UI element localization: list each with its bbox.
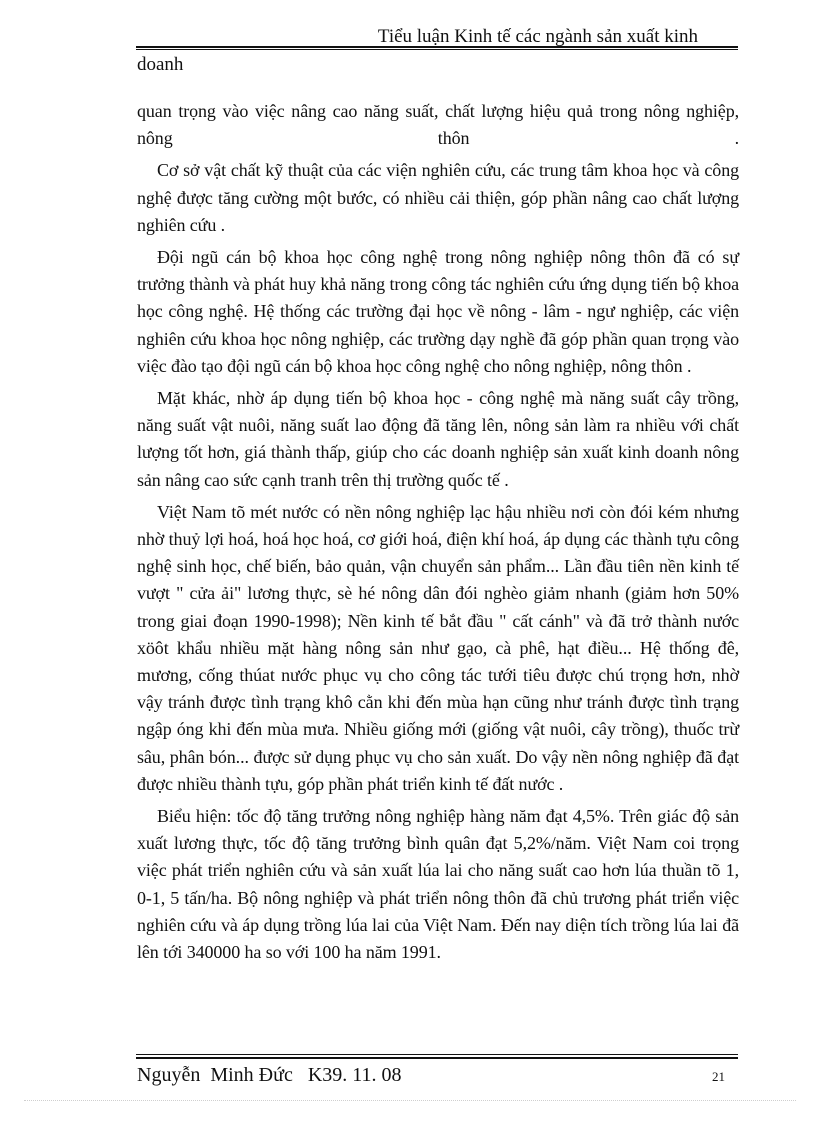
paragraph-productivity: Mặt khác, nhờ áp dụng tiến bộ khoa học - công nghệ mà năng suất cây trồng, năng suất vật nuôi, năng suất lao động đã tăng lên, nông sản làm ra nhiều với chất lượng tốt hơn, giá thành thấp, giúp cho các doanh nghiệp sản xuất kinh doanh nông sản nâng cao sức cạnh tranh trên thị trường quốc tế . — [137, 388, 739, 490]
paragraph-infrastructure: Cơ sở vật chất kỹ thuật của các viện nghiên cứu, các trung tâm khoa học và công nghệ được tăng cường một bước, có nhiều cải thiện, góp phần nâng cao chất lượng nghiên cứu . — [137, 160, 739, 235]
running-header-continuation: doanh — [137, 54, 184, 75]
paragraph-growth-indicators: Biểu hiện: tốc độ tăng trưởng nông nghiệp hàng năm đạt 4,5%. Trên giác độ sản xuất lương thực, tốc độ tăng trưởng bình quân đạt 5,2%/năm. Việt Nam coi trọng việc phát triển nghiên cứu và sản xuất lúa lai cho năng suất cao hơn lúa thuần tõ 1, 0-1, 5 tấn/ha. Bộ nông nghiệp và phát triển nông thôn đã chủ trương phát triển việc nghiên cứu và áp dụng trồng lúa lai của Việt Nam. Đến nay diện tích trồng lúa lai đã lên tới 340000 ha so với 100 ha năm 1991. — [137, 806, 739, 963]
footer-rule-bottom — [136, 1057, 738, 1059]
page-boundary-dotted-line — [24, 1100, 796, 1101]
paragraph-staff: Đội ngũ cán bộ khoa học công nghệ trong nông nghiệp nông thôn đã có sự trưởng thành và phát huy khả năng trong công tác nghiên cứu ứng dụng tiến bộ khoa học công nghệ. Hệ thống các trường đại học về nông - lâm - ngư nghiệp, các viện nghiên cứu khoa học nông nghiệp, các trường dạy nghề đã góp phần quan trọng vào việc đào tạo đội ngũ cán bộ khoa học công nghệ cho nông nghiệp, nông thôn . — [137, 247, 739, 376]
running-header-title: Tiểu luận Kinh tế các ngành sản xuất kinh — [377, 26, 698, 47]
header-rule-bottom — [136, 49, 738, 50]
header-rule-top — [136, 46, 738, 48]
page-number: 21 — [712, 1069, 725, 1084]
paragraph-continuation: quan trọng vào việc nâng cao năng suất, chất lượng hiệu quả trong nông nghiệp, nông thôn . — [137, 101, 739, 149]
footer-rule-top — [136, 1054, 738, 1055]
paragraph-vietnam-achievements: Việt Nam tõ mét nước có nền nông nghiệp lạc hậu nhiều nơi còn đói kém nhưng nhờ thuỷ lợi hoá, hoá học hoá, cơ giới hoá, điện khí hoá, áp dụng các thành tựu công nghệ sinh học, chế biến, bảo quản, vận chuyển sản phẩm... Lần đầu tiên nền kinh tế vượt " cửa ải" lương thực, sè hé nông dân đói nghèo giảm nhanh (giảm hơn 50% trong giai đoạn 1990-1998); Nền kinh tế bắt đầu " cất cánh" và đã trở thành nước xöôt khẩu nhiều mặt hàng nông sản như gạo, cà phê, hạt điều... Hệ thống đê, mương, cống thúat nước phục vụ cho công tác tưới tiêu được chú trọng hơn, nhờ vậy tránh được tình trạng khô cằn khi đến mùa hạn cũng như tránh được tình trạng ngập óng khi đến mùa mưa. Nhiều giống mới (giống vật nuôi, cây trồng), thuốc trừ sâu, phân bón... được sử dụng phục vụ cho sản xuất. Do vậy nền nông nghiệp đã đạt được nhiều thành tựu, góp phần phát triển kinh tế đất nước . — [137, 501, 739, 794]
footer-author: Nguyễn Minh Đức K39. 11. 08 — [137, 1064, 402, 1086]
body-text — [137, 98, 739, 971]
